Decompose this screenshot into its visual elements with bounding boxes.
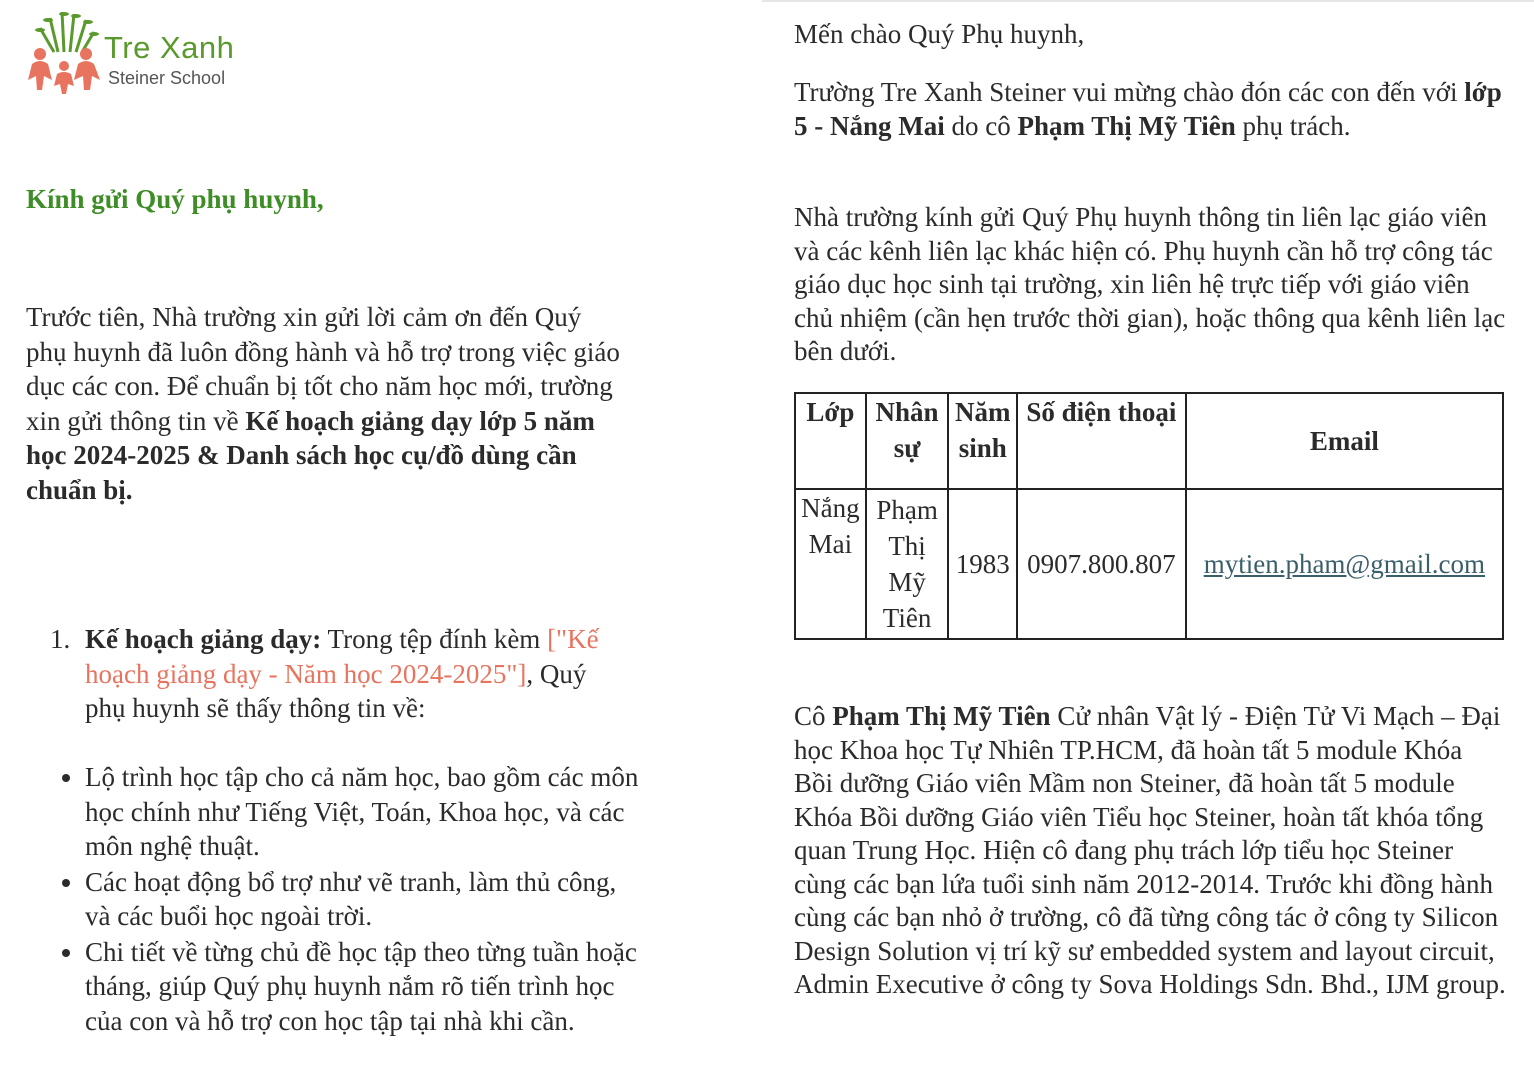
bio-text: Cô <box>794 701 833 731</box>
header-class: Lớp <box>795 393 866 489</box>
welcome-text: Trường Tre Xanh Steiner vui mừng chào đón các con đến với <box>794 77 1465 107</box>
list-number: 1. <box>50 624 71 654</box>
email-link[interactable]: mytien.pham@gmail.com <box>1203 549 1486 579</box>
plan-label: Kế hoạch giảng dạy: <box>85 624 322 654</box>
plan-bullet-list <box>35 760 645 1039</box>
plan-list-item <box>50 622 610 726</box>
class-name: lớp 5 - Nắng Mai <box>794 77 1502 141</box>
school-logo[interactable] <box>28 8 258 98</box>
intro-bold-text: Kế hoạch giảng dạy lớp 5 năm học 2024-2025 & Danh sách học cụ/đồ dùng cần chuẩn bị. <box>26 405 595 505</box>
right-column <box>762 0 1534 1082</box>
contact-table <box>794 392 1504 640</box>
logo-subtitle: Steiner School <box>108 68 226 88</box>
intro-paragraph <box>26 300 626 507</box>
plan-text-before: Trong tệp đính kèm <box>321 624 548 654</box>
plan-attachment-link[interactable]: ["Kế hoạch giảng dạy - Năm học 2024-2025"] <box>85 624 599 689</box>
header-phone: Số điện thoại <box>1017 393 1186 489</box>
teacher-bio-paragraph <box>794 700 1506 1002</box>
list-item: • Chi tiết về từng chủ đề học tập theo từng tuần hoặc tháng, giúp Quý phụ huynh nắm rõ tiến trình học của con và hỗ trợ con học tập tại nhà khi cần. <box>85 935 645 1039</box>
table-header-row <box>795 393 1503 489</box>
plan-text-after: , Quý phụ huynh sẽ thấy thông tin về: <box>85 658 587 723</box>
bio-teacher-name: Phạm Thị Mỹ Tiên <box>832 701 1051 731</box>
teacher-name: Phạm Thị Mỹ Tiên <box>1017 110 1236 141</box>
header-birth-year: Năm sinh <box>948 393 1017 489</box>
table-row <box>795 489 1503 639</box>
welcome-text: do cô <box>944 110 1018 141</box>
header-staff: Nhân sự <box>866 393 949 489</box>
header-email: Email <box>1186 393 1503 489</box>
cell-class: Nắng Mai <box>795 489 866 639</box>
list-item: • Lộ trình học tập cho cả năm học, bao gồm các môn học chính như Tiếng Việt, Toán, Khoa học, và các môn nghệ thuật. <box>85 760 645 864</box>
welcome-paragraph <box>794 76 1506 143</box>
left-column <box>0 0 760 1080</box>
logo-name: Tre Xanh <box>104 30 235 65</box>
contact-info-paragraph: Nhà trường kính gửi Quý Phụ huynh thông tin liên lạc giáo viên và các kênh liên lạc khác hiện có. Phụ huynh cần hỗ trợ công tác giáo dục học sinh tại trường, xin liên hệ trực tiếp với giáo viên chủ nhiệm (cần hẹn trước thời gian), hoặc thông qua kênh liên lạc bên dưới. <box>794 202 1506 366</box>
intro-text: Trước tiên, Nhà trường xin gửi lời cảm ơn đến Quý phụ huynh đã luôn đồng hành và hỗ trợ trong việc giáo dục các con. Để chuẩn bị tốt cho năm học mới, trường xin gửi thông tin về <box>26 302 620 436</box>
cell-staff: Phạm Thị Mỹ Tiên <box>866 489 949 639</box>
bamboo-family-icon <box>28 8 104 98</box>
greeting-right: Mến chào Quý Phụ huynh, <box>794 19 1085 49</box>
greeting-heading: Kính gửi Quý phụ huynh, <box>26 184 324 214</box>
cell-birth-year: 1983 <box>948 489 1017 639</box>
cell-phone: 0907.800.807 <box>1017 489 1186 639</box>
list-item: • Các hoạt động bổ trợ như vẽ tranh, làm thủ công, và các buổi học ngoài trời. <box>85 865 645 934</box>
bio-text: Cử nhân Vật lý - Điện Tử Vi Mạch – Đại học Khoa học Tự Nhiên TP.HCM, đã hoàn tất 5 module Khóa Bồi dưỡng Giáo viên Mầm non Steiner, đã hoàn tất 5 module Khóa Bồi dưỡng Giáo viên Tiểu học Steiner, hoàn tất khóa tổng quan Trung Học. Hiện cô đang phụ trách lớp tiểu học Steiner cùng các bạn lứa tuổi sinh năm 2012-2014. Trước khi đồng hành cùng các bạn nhỏ ở trường, cô đã từng công tác ở công ty Silicon Design Solution vị trí kỹ sư embedded system and layout circuit, Admin Executive ở công ty Sova Holdings Sdn. Bhd., IJM group. <box>794 701 1506 999</box>
welcome-text: phụ trách. <box>1235 110 1351 141</box>
cell-email <box>1186 489 1503 639</box>
